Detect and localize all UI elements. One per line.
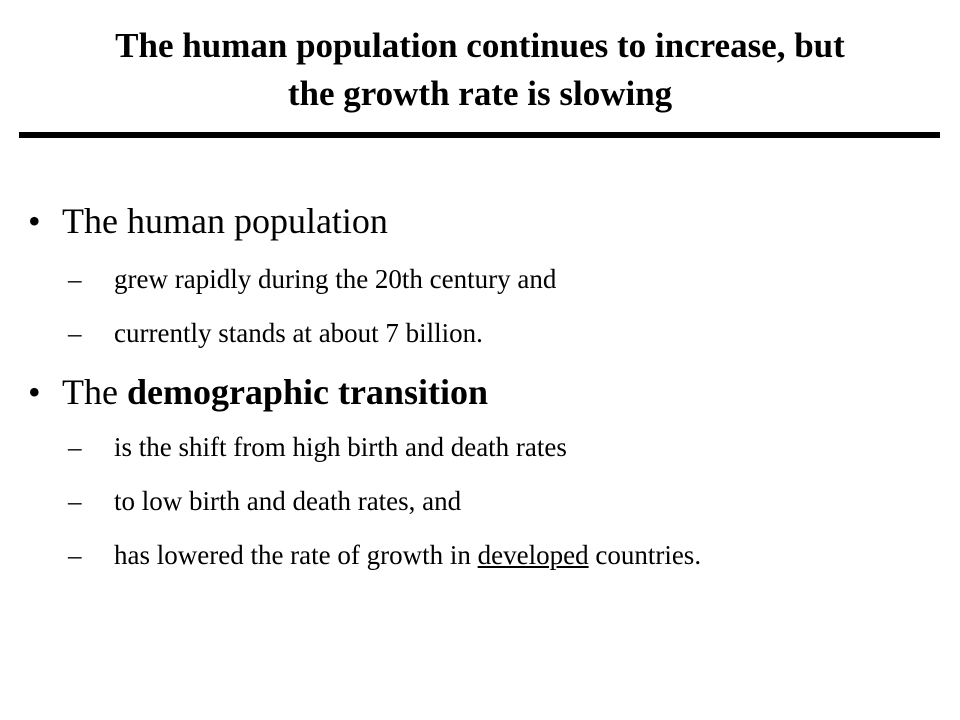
- bullet-marker: •: [28, 372, 41, 412]
- sub-bullet-grew-rapidly: [68, 262, 556, 296]
- title-divider: [19, 132, 940, 138]
- sub-bullet-text-before: has lowered the rate of growth in: [114, 540, 478, 570]
- sub-bullet-lowered-growth: [68, 538, 701, 572]
- dash-marker: –: [68, 486, 82, 516]
- dash-marker: –: [68, 540, 82, 570]
- sub-bullet-low-rates: [68, 484, 461, 518]
- bullet-text: The human population: [62, 201, 388, 241]
- sub-bullet-text: currently stands at about 7 billion.: [114, 318, 483, 348]
- bullet-marker: •: [28, 201, 41, 241]
- dash-marker: –: [68, 318, 82, 348]
- bullet-human-population: [28, 200, 388, 242]
- title-line-2: the growth rate is slowing: [287, 74, 673, 113]
- sub-bullet-text: is the shift from high birth and death rates: [114, 432, 567, 462]
- sub-bullet-current-population: [68, 316, 483, 350]
- bullet-text-bold: demographic transition: [126, 372, 488, 412]
- sub-bullet-text: to low birth and death rates, and: [114, 486, 462, 516]
- sub-bullet-text: grew rapidly during the 20th century and: [114, 264, 557, 294]
- bullet-text-prefix: The: [62, 372, 127, 412]
- underlined-word: developed: [477, 540, 589, 570]
- bullet-demographic-transition: [28, 371, 488, 413]
- sub-bullet-shift: [68, 430, 567, 464]
- slide-title: [20, 22, 940, 118]
- sub-bullet-text-after: countries.: [588, 540, 702, 570]
- title-line-1: The human population continues to increase, but: [115, 26, 845, 65]
- dash-marker: –: [68, 432, 82, 462]
- dash-marker: –: [68, 264, 82, 294]
